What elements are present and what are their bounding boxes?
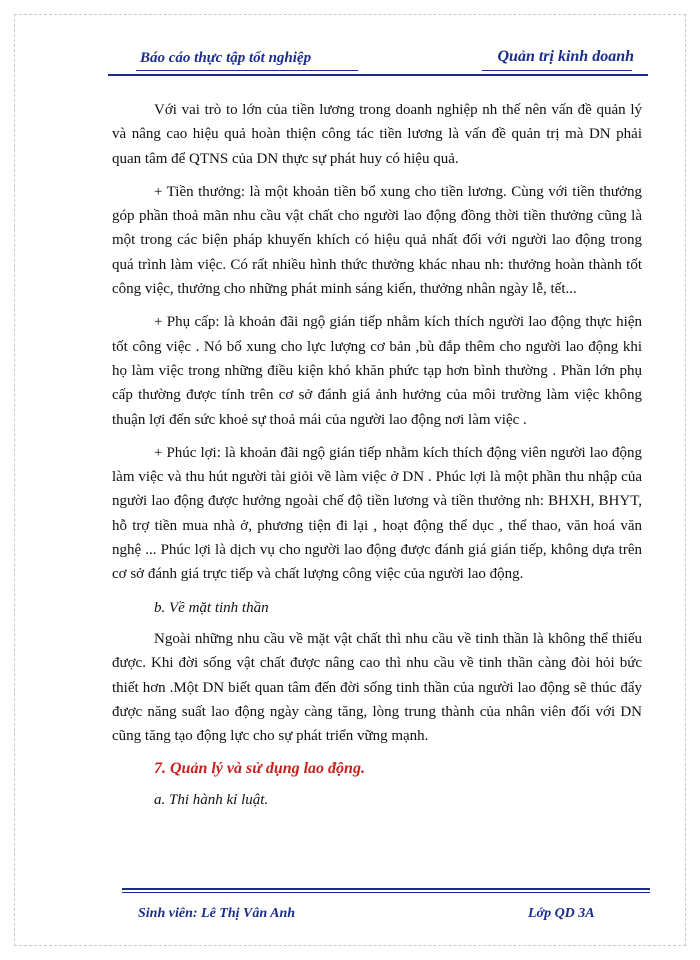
header-underline-left xyxy=(136,70,358,71)
paragraph-spiritual: Ngoài những nhu cầu về mặt vật chất thì nhu cầu về tinh thần là không thể thiếu được. Khi đời sống vật chất được nâng cao thì nhu cầu về tinh thần càng đòi hỏi bức thiết hơn .Một DN biết quan tâm đến đời sống tinh thần của người lao động sẽ thúc đẩy được năng suất lao động ngày càng tăng, lòng trung thành của nhân viên đối với DN cũng tăng tạo động lực cho sự phát triển vững mạnh. xyxy=(112,630,642,745)
header-underline-right xyxy=(482,70,632,71)
page-header xyxy=(108,44,648,76)
document-body xyxy=(112,98,642,819)
paragraph-allowance: + Phụ cấp: là khoản đãi ngộ gián tiếp nhằm kích thích người lao động thực hiện tốt công việc . Nó bổ xung cho lực lượng cơ bản ,bù đắp thêm cho người lao động khi họ làm việc trong những điều kiện khó khăn phức tạp hơn bình thường . Phần lớn phụ cấp thường được tính trên cơ sở đánh giá ảnh hưởng của môi trường làm việc không thuận lợi đến sức khoẻ sự thoả mái của người lao động nơi làm việc . xyxy=(112,314,642,428)
header-major: Quản trị kinh doanh xyxy=(497,48,634,65)
subheading-discipline: a. Thi hành kỉ luật. xyxy=(154,791,269,808)
section-heading-7: 7. Quản lý và sử dụng lao động. xyxy=(154,760,365,778)
subheading-spiritual: b. Về mặt tinh thần xyxy=(154,599,269,616)
footer-student-name: Sinh viên: Lê Thị Vân Anh xyxy=(138,906,296,921)
footer-class: Lớp QD 3A xyxy=(528,906,595,921)
paragraph-salary-role: Với vai trò to lớn của tiền lương trong doanh nghiệp nh thế nên vấn đề quản lý và nâng cao hiệu quả hoàn thiện công tác tiền lương là vấn đề quản trị mà DN phải quan tâm để QTNS của DN thực sự phát huy có hiệu quả. xyxy=(112,102,642,167)
paragraph-bonus: + Tiền thưởng: là một khoản tiền bổ xung cho tiền lương. Cùng với tiền thưởng góp phần thoả mãn nhu cầu vật chất cho người lao động đồng thời tiền thưởng cũng là một trong các biện pháp khuyến khích có hiệu quả nhất đối với người lao động trong quá trình làm việc. Có rất nhiều hình thức thưởng khác nhau nh: thưởng hoàn thành tốt công việc, thưởng cho những phát minh sáng kiến, thưởng nhân ngày lễ, tết... xyxy=(112,183,642,298)
header-rule xyxy=(108,74,648,76)
footer-rule xyxy=(122,888,650,890)
paragraph-welfare: + Phúc lợi: là khoản đãi ngộ gián tiếp nhằm kích thích động viên người lao động làm việc và thu hút người tài giỏi về làm việc ở DN . Phúc lợi là một phần thu nhập của người lao động được hưởng ngoài chế độ tiền lương và tiền thưởng nh: BHXH, BHYT, hỗ trợ tiền mua nhà ở, phương tiện đi lại , hoạt động thể dục , thể thao, văn hoá văn nghệ ... Phúc lợi là dịch vụ cho người lao động được đánh giá gián tiếp, không dựa trên cơ sở đánh giá trực tiếp và chất lượng công việc của người lao động. xyxy=(112,444,642,583)
header-report-title: Báo cáo thực tập tốt nghiệp xyxy=(140,50,312,66)
footer-rule-thin xyxy=(122,892,650,893)
